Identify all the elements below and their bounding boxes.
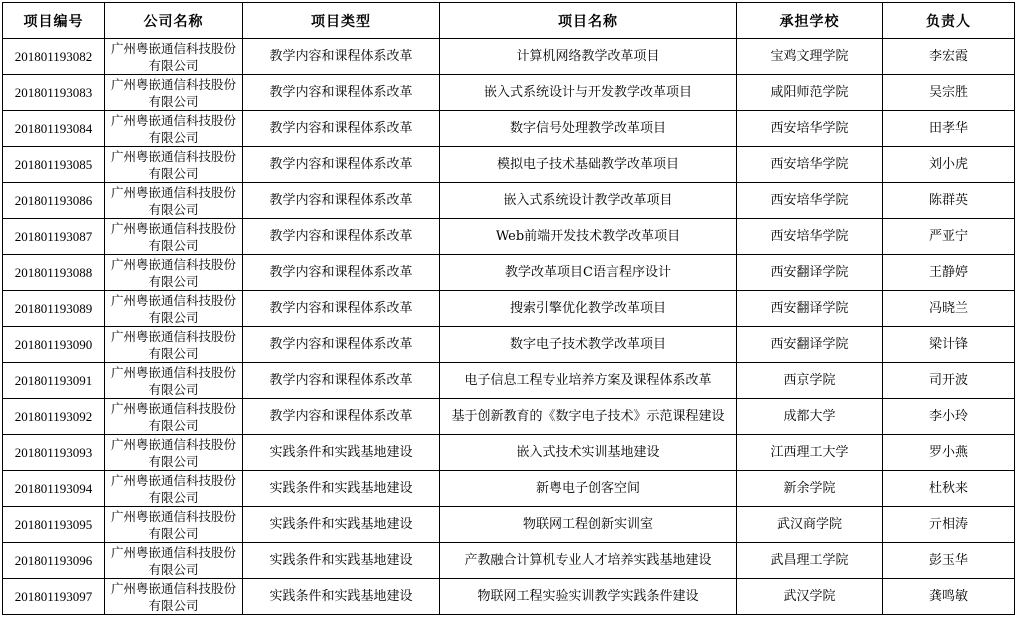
cell-school: 西安翻译学院 — [737, 255, 883, 291]
header-school: 承担学校 — [737, 3, 883, 39]
cell-leader: 罗小燕 — [883, 435, 1015, 471]
cell-leader: 王静婷 — [883, 255, 1015, 291]
cell-leader: 李小玲 — [883, 399, 1015, 435]
cell-company-name: 广州粤嵌通信科技股份有限公司 — [105, 219, 243, 255]
cell-project-name: 基于创新教育的《数字电子技术》示范课程建设 — [440, 399, 737, 435]
cell-company-name: 广州粤嵌通信科技股份有限公司 — [105, 75, 243, 111]
cell-project-id: 201801193097 — [3, 579, 105, 615]
table-row — [3, 183, 1015, 219]
header-row — [3, 3, 1015, 39]
cell-company-name: 广州粤嵌通信科技股份有限公司 — [105, 507, 243, 543]
cell-company-name: 广州粤嵌通信科技股份有限公司 — [105, 399, 243, 435]
table-body — [3, 39, 1015, 615]
cell-project-id: 201801193085 — [3, 147, 105, 183]
table-row — [3, 543, 1015, 579]
table-row — [3, 219, 1015, 255]
cell-school: 江西理工大学 — [737, 435, 883, 471]
cell-company-name: 广州粤嵌通信科技股份有限公司 — [105, 327, 243, 363]
cell-project-name: 数字信号处理教学改革项目 — [440, 111, 737, 147]
cell-leader: 司开波 — [883, 363, 1015, 399]
cell-project-name: 嵌入式系统设计教学改革项目 — [440, 183, 737, 219]
cell-project-id: 201801193090 — [3, 327, 105, 363]
cell-school: 西安培华学院 — [737, 111, 883, 147]
cell-project-id: 201801193091 — [3, 363, 105, 399]
table-row — [3, 363, 1015, 399]
cell-company-name: 广州粤嵌通信科技股份有限公司 — [105, 111, 243, 147]
table-row — [3, 75, 1015, 111]
cell-leader: 李宏霞 — [883, 39, 1015, 75]
cell-project-type: 教学内容和课程体系改革 — [243, 327, 440, 363]
cell-school: 西安翻译学院 — [737, 291, 883, 327]
header-project-type: 项目类型 — [243, 3, 440, 39]
cell-project-name: 模拟电子技术基础教学改革项目 — [440, 147, 737, 183]
cell-project-type: 教学内容和课程体系改革 — [243, 39, 440, 75]
cell-project-id: 201801193082 — [3, 39, 105, 75]
cell-company-name: 广州粤嵌通信科技股份有限公司 — [105, 147, 243, 183]
table-row — [3, 399, 1015, 435]
cell-project-type: 教学内容和课程体系改革 — [243, 363, 440, 399]
cell-company-name: 广州粤嵌通信科技股份有限公司 — [105, 39, 243, 75]
cell-company-name: 广州粤嵌通信科技股份有限公司 — [105, 255, 243, 291]
cell-project-name: 教学改革项目C语言程序设计 — [440, 255, 737, 291]
cell-project-type: 教学内容和课程体系改革 — [243, 255, 440, 291]
cell-project-id: 201801193087 — [3, 219, 105, 255]
table-row — [3, 327, 1015, 363]
table-row — [3, 435, 1015, 471]
cell-leader: 刘小虎 — [883, 147, 1015, 183]
cell-project-type: 教学内容和课程体系改革 — [243, 183, 440, 219]
cell-company-name: 广州粤嵌通信科技股份有限公司 — [105, 579, 243, 615]
cell-leader: 彭玉华 — [883, 543, 1015, 579]
cell-school: 武汉学院 — [737, 579, 883, 615]
cell-project-id: 201801193092 — [3, 399, 105, 435]
cell-project-name: 物联网工程创新实训室 — [440, 507, 737, 543]
cell-leader: 龚鸣敏 — [883, 579, 1015, 615]
cell-project-type: 教学内容和课程体系改革 — [243, 111, 440, 147]
cell-project-id: 201801193094 — [3, 471, 105, 507]
table-row — [3, 147, 1015, 183]
table-row — [3, 579, 1015, 615]
cell-project-name: 计算机网络教学改革项目 — [440, 39, 737, 75]
cell-company-name: 广州粤嵌通信科技股份有限公司 — [105, 435, 243, 471]
project-table — [2, 2, 1015, 615]
table-row — [3, 255, 1015, 291]
cell-project-id: 201801193083 — [3, 75, 105, 111]
header-project-id: 项目编号 — [3, 3, 105, 39]
cell-school: 成都大学 — [737, 399, 883, 435]
cell-school: 新余学院 — [737, 471, 883, 507]
cell-project-type: 教学内容和课程体系改革 — [243, 291, 440, 327]
cell-project-type: 实践条件和实践基地建设 — [243, 543, 440, 579]
cell-project-name: 嵌入式技术实训基地建设 — [440, 435, 737, 471]
cell-project-id: 201801193095 — [3, 507, 105, 543]
table-row — [3, 471, 1015, 507]
cell-school: 西安培华学院 — [737, 219, 883, 255]
cell-project-name: 产教融合计算机专业人才培养实践基地建设 — [440, 543, 737, 579]
cell-company-name: 广州粤嵌通信科技股份有限公司 — [105, 183, 243, 219]
cell-project-type: 实践条件和实践基地建设 — [243, 435, 440, 471]
cell-leader: 冯晓兰 — [883, 291, 1015, 327]
cell-school: 西安培华学院 — [737, 147, 883, 183]
cell-leader: 田孝华 — [883, 111, 1015, 147]
cell-project-id: 201801193089 — [3, 291, 105, 327]
cell-project-name: Web前端开发技术教学改革项目 — [440, 219, 737, 255]
header-company-name: 公司名称 — [105, 3, 243, 39]
cell-project-name: 嵌入式系统设计与开发教学改革项目 — [440, 75, 737, 111]
cell-project-type: 教学内容和课程体系改革 — [243, 147, 440, 183]
table-header — [3, 3, 1015, 39]
cell-leader: 吴宗胜 — [883, 75, 1015, 111]
cell-project-id: 201801193084 — [3, 111, 105, 147]
cell-project-type: 教学内容和课程体系改革 — [243, 219, 440, 255]
cell-school: 武昌理工学院 — [737, 543, 883, 579]
cell-project-type: 教学内容和课程体系改革 — [243, 399, 440, 435]
cell-leader: 陈群英 — [883, 183, 1015, 219]
table-row — [3, 507, 1015, 543]
header-leader: 负责人 — [883, 3, 1015, 39]
cell-project-name: 搜索引擎优化教学改革项目 — [440, 291, 737, 327]
cell-project-name: 物联网工程实验实训教学实践条件建设 — [440, 579, 737, 615]
table-row — [3, 39, 1015, 75]
cell-company-name: 广州粤嵌通信科技股份有限公司 — [105, 363, 243, 399]
cell-school: 宝鸡文理学院 — [737, 39, 883, 75]
cell-project-id: 201801193088 — [3, 255, 105, 291]
cell-project-type: 实践条件和实践基地建设 — [243, 507, 440, 543]
header-project-name: 项目名称 — [440, 3, 737, 39]
cell-leader: 杜秋来 — [883, 471, 1015, 507]
cell-company-name: 广州粤嵌通信科技股份有限公司 — [105, 291, 243, 327]
cell-leader: 亓相涛 — [883, 507, 1015, 543]
cell-project-name: 数字电子技术教学改革项目 — [440, 327, 737, 363]
cell-school: 武汉商学院 — [737, 507, 883, 543]
cell-project-type: 实践条件和实践基地建设 — [243, 471, 440, 507]
cell-project-type: 实践条件和实践基地建设 — [243, 579, 440, 615]
cell-project-id: 201801193096 — [3, 543, 105, 579]
cell-school: 西安翻译学院 — [737, 327, 883, 363]
table-row — [3, 291, 1015, 327]
project-table-sheet — [2, 2, 1015, 615]
cell-school: 西京学院 — [737, 363, 883, 399]
cell-school: 西安培华学院 — [737, 183, 883, 219]
cell-leader: 梁计锋 — [883, 327, 1015, 363]
cell-project-id: 201801193086 — [3, 183, 105, 219]
cell-school: 咸阳师范学院 — [737, 75, 883, 111]
cell-company-name: 广州粤嵌通信科技股份有限公司 — [105, 471, 243, 507]
cell-leader: 严亚宁 — [883, 219, 1015, 255]
cell-company-name: 广州粤嵌通信科技股份有限公司 — [105, 543, 243, 579]
cell-project-name: 新粤电子创客空间 — [440, 471, 737, 507]
cell-project-name: 电子信息工程专业培养方案及课程体系改革 — [440, 363, 737, 399]
table-row — [3, 111, 1015, 147]
cell-project-id: 201801193093 — [3, 435, 105, 471]
cell-project-type: 教学内容和课程体系改革 — [243, 75, 440, 111]
